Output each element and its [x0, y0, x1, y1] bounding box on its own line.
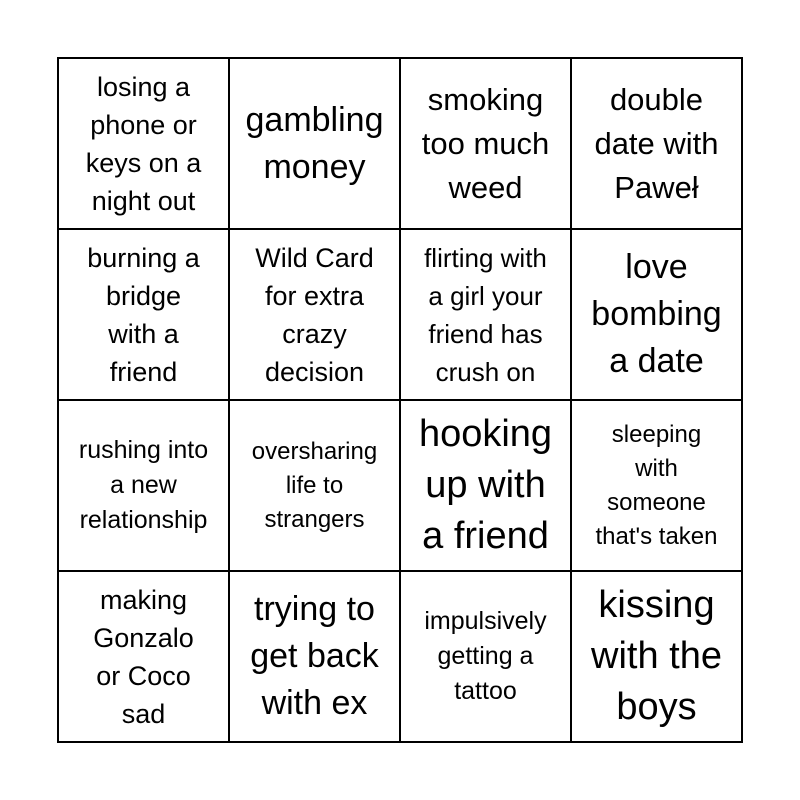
cell-text: oversharing life to strangers: [251, 437, 378, 533]
cell-text: trying to get back with ex: [250, 590, 379, 722]
bingo-cell[interactable]: [572, 59, 743, 230]
cell-text: burning a bridge with a friend: [87, 242, 200, 387]
cell-text: flirting with a girl your friend has crush on: [424, 242, 547, 387]
bingo-cell[interactable]: [59, 230, 230, 401]
bingo-cell[interactable]: [230, 59, 401, 230]
bingo-cell[interactable]: [401, 230, 572, 401]
cell-text: losing a phone or keys on a night out: [85, 71, 202, 216]
bingo-cell[interactable]: [572, 572, 743, 743]
cell-text: double date with Paweł: [594, 81, 719, 205]
cell-text: kissing with the boys: [591, 584, 722, 728]
bingo-cell[interactable]: [401, 401, 572, 572]
bingo-cell[interactable]: [59, 401, 230, 572]
cell-text: smoking too much weed: [421, 81, 550, 205]
cell-text: Wild Card for extra crazy decision: [255, 242, 374, 387]
cell-text: sleeping with someone that's taken: [595, 420, 718, 550]
bingo-cell[interactable]: [572, 401, 743, 572]
bingo-cell[interactable]: [401, 572, 572, 743]
cell-text: rushing into a new relationship: [78, 436, 209, 534]
bingo-cell[interactable]: [230, 230, 401, 401]
cell-text: love bombing a date: [591, 248, 722, 380]
bingo-cell[interactable]: [59, 59, 230, 230]
bingo-cell[interactable]: [401, 59, 572, 230]
bingo-cell[interactable]: [230, 572, 401, 743]
cell-text: gambling money: [245, 100, 384, 186]
cell-text: hooking up with a friend: [418, 413, 553, 557]
bingo-cell[interactable]: [59, 572, 230, 743]
cell-text: impulsively getting a tattoo: [424, 607, 547, 705]
bingo-cell[interactable]: [230, 401, 401, 572]
bingo-cell[interactable]: [572, 230, 743, 401]
bingo-board: [57, 57, 743, 743]
cell-text: making Gonzalo or Coco sad: [93, 584, 194, 729]
